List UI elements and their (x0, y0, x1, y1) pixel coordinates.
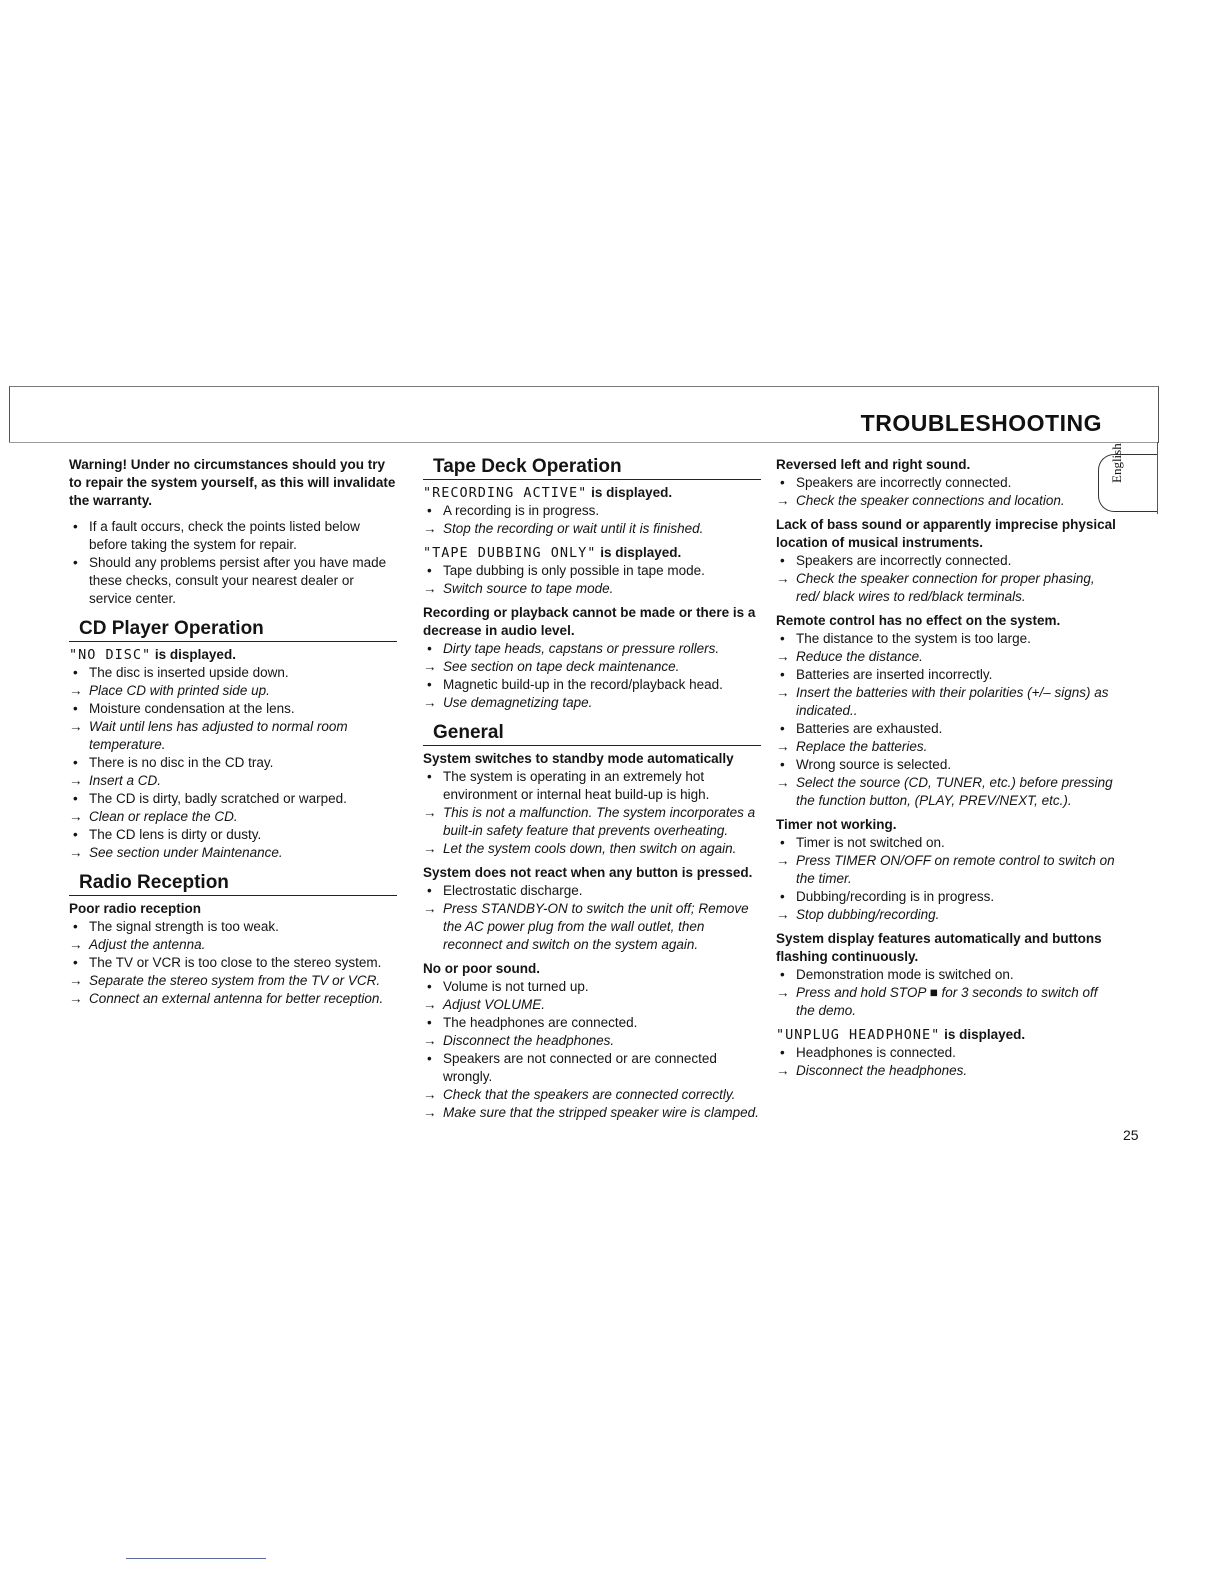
cause-item: • The headphones are connected. (423, 1014, 761, 1032)
lcd-text: "TAPE DUBBING ONLY" (423, 545, 597, 561)
problem-text: is displayed. (151, 647, 236, 662)
problem-text: is displayed. (596, 545, 682, 560)
remedy-item: → Use demagnetizing tape. (423, 694, 761, 712)
cause-item: • Magnetic build-up in the record/playback head. (423, 676, 761, 694)
right-q6-items (776, 1044, 1116, 1080)
remedy-item: → Separate the stereo system from the TV or VCR. (69, 972, 397, 990)
section-heading-tape: Tape Deck Operation (423, 456, 761, 480)
cause-item: • Moisture condensation at the lens. (69, 700, 397, 718)
remedy-item: → See section on tape deck maintenance. (423, 658, 761, 676)
problem-unplug-headphone (776, 1026, 1116, 1044)
problem-recording-playback: Recording or playback cannot be made or there is a decrease in audio level. (423, 605, 756, 638)
remedy-item: → Replace the batteries. (776, 738, 1116, 756)
header-rule (9, 442, 1158, 443)
gen-q2-items (423, 882, 761, 954)
remedy-item: → Check that the speakers are connected correctly. (423, 1086, 761, 1104)
problem-timer: Timer not working. (776, 817, 897, 832)
remedy-item: → Clean or replace the CD. (69, 808, 397, 826)
cause-item: • The CD lens is dirty or dusty. (69, 826, 397, 844)
right-q1-items (776, 474, 1116, 510)
warning-text: Warning! Under no circumstances should you try to repair the system yourself, as this will invalidate the warranty. (69, 457, 396, 508)
cause-item: • The CD is dirty, badly scratched or warped. (69, 790, 397, 808)
remedy-item: → Switch source to tape mode. (423, 580, 761, 598)
remedy-item: → Disconnect the headphones. (776, 1062, 1116, 1080)
problem-standby: System switches to standby mode automatically (423, 751, 734, 766)
cause-item: • There is no disc in the CD tray. (69, 754, 397, 772)
cause-item: • The system is operating in an extremely hot environment or internal heat build-up is high. (423, 768, 761, 804)
problem-remote: Remote control has no effect on the system. (776, 613, 1061, 628)
remedy-item: → Make sure that the stripped speaker wire is clamped. (423, 1104, 761, 1122)
remedy-item: → Press TIMER ON/OFF on remote control to switch on the timer. (776, 852, 1116, 888)
remedy-item: → Press STANDBY-ON to switch the unit off; Remove the AC power plug from the wall outlet, then reconnect and switch on the system again. (423, 900, 761, 954)
language-tab-label: English (1109, 443, 1124, 483)
remedy-item: → Let the system cools down, then switch on again. (423, 840, 761, 858)
problem-demo: System display features automatically and buttons flashing continuously. (776, 931, 1102, 964)
problem-no-react: System does not react when any button is pressed. (423, 865, 753, 880)
remedy-item: → Adjust the antenna. (69, 936, 397, 954)
problem-poor-radio: Poor radio reception (69, 901, 202, 916)
cause-item: • The signal strength is too weak. (69, 918, 397, 936)
tape-q2-items (423, 562, 761, 598)
remedy-item: → Disconnect the headphones. (423, 1032, 761, 1050)
cause-item: • The TV or VCR is too close to the stereo system. (69, 954, 397, 972)
cause-item: • The disc is inserted upside down. (69, 664, 397, 682)
cause-item: • A recording is in progress. (423, 502, 761, 520)
cause-item: • Speakers are not connected or are connected wrongly. (423, 1050, 761, 1086)
right-q3-items (776, 630, 1116, 810)
remedy-item: → Check the speaker connection for proper phasing, red/ black wires to red/black terminals. (776, 570, 1116, 606)
cause-item: • Speakers are incorrectly connected. (776, 552, 1116, 570)
problem-text: is displayed. (940, 1027, 1026, 1042)
remedy-item: → Insert a CD. (69, 772, 397, 790)
remedy-item: → Check the speaker connections and location. (776, 492, 1116, 510)
cause-item: • Demonstration mode is switched on. (776, 966, 1116, 984)
tab-edge-line (1157, 442, 1158, 514)
cause-item: • If a fault occurs, check the points listed below before taking the system for repair. (69, 518, 397, 554)
remedy-item: → Place CD with printed side up. (69, 682, 397, 700)
problem-cd-no-disc (69, 646, 397, 664)
lcd-text: "RECORDING ACTIVE" (423, 485, 588, 501)
right-q5-items (776, 966, 1116, 1020)
remedy-item: → Wait until lens has adjusted to normal room temperature. (69, 718, 397, 754)
column-middle (423, 456, 761, 1122)
radio-items (69, 918, 397, 1008)
cause-item: • Timer is not switched on. (776, 834, 1116, 852)
remedy-item: → Adjust VOLUME. (423, 996, 761, 1014)
problem-reversed-sound: Reversed left and right sound. (776, 457, 971, 472)
cause-item: • The distance to the system is too large. (776, 630, 1116, 648)
cause-item: • Speakers are incorrectly connected. (776, 474, 1116, 492)
section-heading-general: General (423, 722, 761, 746)
problem-text: is displayed. (587, 485, 673, 500)
remedy-item: → Stop the recording or wait until it is finished. (423, 520, 761, 538)
lcd-text: "UNPLUG HEADPHONE" (776, 1027, 941, 1043)
remedy-item: → Stop dubbing/recording. (776, 906, 1116, 924)
remedy-item: → This is not a malfunction. The system incorporates a built-in safety feature that prevents overheating. (423, 804, 761, 840)
cd-items (69, 664, 397, 862)
column-right (776, 456, 1116, 1080)
problem-no-sound: No or poor sound. (423, 961, 540, 976)
lcd-text: "NO DISC" (69, 647, 152, 663)
remedy-item: → Connect an external antenna for better reception. (69, 990, 397, 1008)
cause-item: • Batteries are exhausted. (776, 720, 1116, 738)
cause-item: • Dubbing/recording is in progress. (776, 888, 1116, 906)
page-number: 25 (1123, 1127, 1139, 1143)
right-q4-items (776, 834, 1116, 924)
gen-q1-items (423, 768, 761, 858)
remedy-item: → Select the source (CD, TUNER, etc.) before pressing the function button, (PLAY, PREV/NEXT, etc.). (776, 774, 1116, 810)
cause-item: • Tape dubbing is only possible in tape mode. (423, 562, 761, 580)
cause-item: • Headphones is connected. (776, 1044, 1116, 1062)
cause-item: • Dirty tape heads, capstans or pressure rollers. (423, 640, 761, 658)
tape-q3-items (423, 640, 761, 712)
problem-bass: Lack of bass sound or apparently imprecise physical location of musical instruments. (776, 517, 1116, 550)
right-q2-items (776, 552, 1116, 606)
problem-tape-dubbing (423, 544, 761, 562)
gen-q3-items (423, 978, 761, 1122)
cause-item: • Wrong source is selected. (776, 756, 1116, 774)
footer-rule (126, 1558, 266, 1559)
column-left (69, 456, 397, 1008)
remedy-item: → Reduce the distance. (776, 648, 1116, 666)
cause-item: • Batteries are inserted incorrectly. (776, 666, 1116, 684)
remedy-item: → See section under Maintenance. (69, 844, 397, 862)
cause-item: • Electrostatic discharge. (423, 882, 761, 900)
remedy-item: → Insert the batteries with their polarities (+/– signs) as indicated.. (776, 684, 1116, 720)
cause-item: • Should any problems persist after you have made these checks, consult your nearest dealer or service center. (69, 554, 397, 608)
cause-item: • Volume is not turned up. (423, 978, 761, 996)
section-heading-cd: CD Player Operation (69, 618, 397, 642)
intro-list (69, 518, 397, 608)
tape-q1-items (423, 502, 761, 538)
problem-recording-active (423, 484, 761, 502)
page-title: TROUBLESHOOTING (860, 410, 1102, 436)
section-heading-radio: Radio Reception (69, 872, 397, 896)
remedy-item: → Press and hold STOP ■ for 3 seconds to switch off the demo. (776, 984, 1116, 1020)
